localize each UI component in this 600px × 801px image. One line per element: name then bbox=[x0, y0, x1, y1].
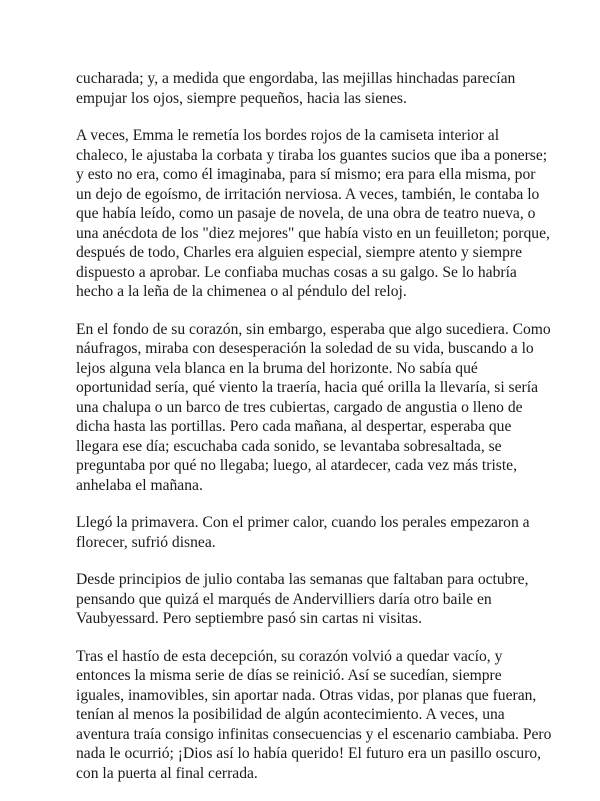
text-line: una chalupa o un barco de tres cubiertas, cargado de angustia o lleno de bbox=[76, 398, 523, 416]
text-line: anhelaba el mañana. bbox=[76, 476, 203, 494]
text-line: aventura traía consigo infinitas consecuencias y el escenario cambiaba. Pero bbox=[76, 725, 552, 743]
text-line: con la puerta al final cerrada. bbox=[76, 764, 258, 782]
text-line: Tras el hastío de esta decepción, su corazón volvió a quedar vacío, y bbox=[76, 647, 503, 665]
text-column bbox=[76, 69, 552, 801]
text-line: lejos alguna vela blanca en la bruma del horizonte. No sabía qué bbox=[76, 359, 478, 377]
paragraph-6 bbox=[76, 647, 552, 784]
text-line: pensando que quizá el marqués de Andervilliers daría otro baile en bbox=[76, 590, 492, 608]
text-line: Vaubyessard. Pero septiembre pasó sin cartas ni visitas. bbox=[76, 610, 423, 627]
text-line: tenían al menos la posibilidad de algún acontecimiento. A veces, una bbox=[76, 706, 505, 723]
text-line: oportunidad sería, qué viento la traería, hacia qué orilla la llevaría, si sería bbox=[76, 379, 538, 396]
text-line: cucharada; y, a medida que engordaba, las mejillas hinchadas parecían bbox=[76, 70, 516, 87]
text-line: empujar los ojos, siempre pequeños, hacia las sienes. bbox=[76, 89, 407, 107]
paragraph-5 bbox=[76, 570, 532, 629]
text-line: llegara ese día; escuchaba cada sonido, se levantaba sobresaltada, se bbox=[76, 437, 502, 455]
paragraph-4 bbox=[76, 513, 532, 552]
text-line: A veces, Emma le remetía los bordes rojos de la camiseta interior al bbox=[76, 127, 500, 144]
text-line: hecho a la leña de la chimenea o al péndulo del reloj. bbox=[76, 283, 407, 300]
paragraph-3 bbox=[76, 320, 551, 496]
text-line: dispuesto a aprobar. Le confiaba muchas cosas a su galgo. Se lo habría bbox=[76, 263, 517, 281]
text-line: En el fondo de su corazón, sin embargo, esperaba que algo sucediera. Como bbox=[76, 320, 551, 338]
text-line: nada le ocurrió; ¡Dios así lo había querido! El futuro era un pasillo oscuro, bbox=[76, 745, 542, 762]
paragraph-1 bbox=[76, 69, 532, 108]
text-line: preguntaba por qué no llegaba; luego, al atardecer, cada vez más triste, bbox=[76, 457, 517, 474]
text-line: florecer, sufrió disnea. bbox=[76, 533, 216, 551]
paragraph-2 bbox=[76, 126, 550, 302]
text-line: iguales, inamovibles, sin aportar nada. Otras vidas, por planas que fueran, bbox=[76, 686, 537, 704]
text-line: dicha hasta las portillas. Pero cada mañana, al despertar, esperaba que bbox=[76, 418, 512, 435]
text-line: chaleco, le ajustaba la corbata y tiraba los guantes sucios que iba a ponerse; bbox=[76, 146, 548, 164]
text-line: una anécdota de los "diez mejores" que había visto en un feuilleton; porque, bbox=[76, 224, 550, 242]
text-line: entonces la misma serie de días se reinició. Así se sucedían, siempre bbox=[76, 667, 502, 684]
text-line: Desde principios de julio contaba las semanas que faltaban para octubre, bbox=[76, 571, 529, 588]
text-line: un dejo de egoísmo, de irritación nerviosa. A veces, también, le contaba lo bbox=[76, 185, 540, 203]
text-line: Llegó la primavera. Con el primer calor, cuando los perales empezaron a bbox=[76, 514, 530, 531]
text-line: después de todo, Charles era alguien especial, siempre atento y siempre bbox=[76, 244, 522, 261]
text-line: náufragos, miraba con desesperación la soledad de su vida, buscando a lo bbox=[76, 340, 534, 357]
text-line: que había leído, como un pasaje de novela, de una obra de teatro nueva, o bbox=[76, 205, 536, 222]
text-line: y esto no era, como él imaginaba, para sí mismo; era para ella misma, por bbox=[76, 166, 536, 183]
